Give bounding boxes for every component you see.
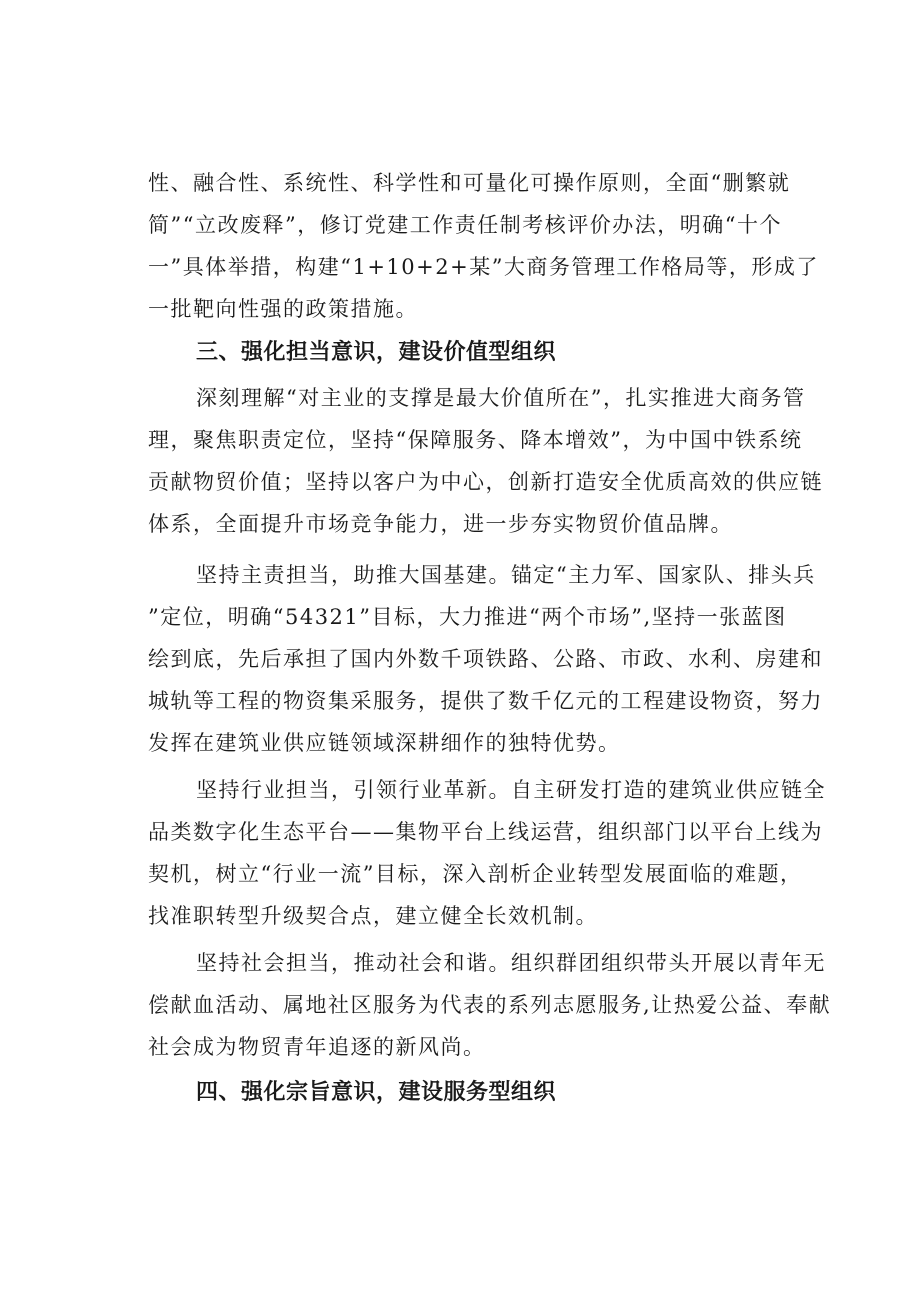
paragraph-line: 体系，全面提升市场竞争能力，进一步夯实物贸价值品牌。: [148, 512, 733, 536]
paragraph-line: 城轨等工程的物资集采服务，提供了数千亿元的工程建设物资，努力: [148, 689, 823, 713]
paragraph-line: 性、融合性、系统性、科学性和可量化可操作原则，全面“删繁就: [148, 171, 791, 195]
paragraph-line: 坚持主责担当，助推大国基建。锚定“主力军、国家队、排头兵: [196, 563, 816, 587]
paragraph-line: 坚持行业担当，引领行业革新。自主研发打造的建筑业供应链全: [196, 778, 826, 802]
paragraph-line: 贡献物贸价值；坚持以客户为中心，创新打造安全优质高效的供应链: [148, 470, 823, 494]
paragraph-line: 找准职转型升级契合点，建立健全长效机制。: [148, 904, 598, 928]
paragraph-line: ”定位，明确“54321”目标，大力推进“两个市场”,坚持一张蓝图: [148, 605, 787, 629]
section-heading: 四、强化宗旨意识，建设服务型组织: [196, 1080, 557, 1105]
paragraph-line: 偿献血活动、属地社区服务为代表的系列志愿服务,让热爱公益、奉献: [148, 993, 832, 1017]
paragraph-line: 一”具体举措，构建“1+10+2+某”大商务管理工作格局等，形成了: [148, 255, 819, 279]
paragraph-line: 坚持社会担当，推动社会和谐。组织群团组织带头开展以青年无: [196, 951, 826, 975]
paragraph-line: 深刻理解“对主业的支撑是最大价值所在”，扎实推进大商务管: [196, 386, 806, 410]
paragraph-line: 一批靶向性强的政策措施。: [148, 297, 418, 321]
paragraph-line: 理，聚焦职责定位，坚持“保障服务、降本增效”，为中国中铁系统: [148, 428, 803, 452]
paragraph-line: 发挥在建筑业供应链领域深耕细作的独特优势。: [148, 731, 621, 755]
section-heading: 三、强化担当意识，建设价值型组织: [196, 340, 557, 365]
paragraph-line: 绘到底，先后承担了国内外数千项铁路、公路、市政、水利、房建和: [148, 647, 823, 671]
paragraph-line: 社会成为物贸青年追逐的新风尚。: [148, 1035, 486, 1059]
paragraph-line: 契机，树立“行业一流”目标，深入剖析企业转型发展面临的难题，: [148, 862, 803, 886]
paragraph-line: 简”“立改废释”，修订党建工作责任制考核评价办法，明确“十个: [148, 213, 782, 237]
paragraph-line: 品类数字化生态平台——集物平台上线运营，组织部门以平台上线为: [148, 820, 823, 844]
